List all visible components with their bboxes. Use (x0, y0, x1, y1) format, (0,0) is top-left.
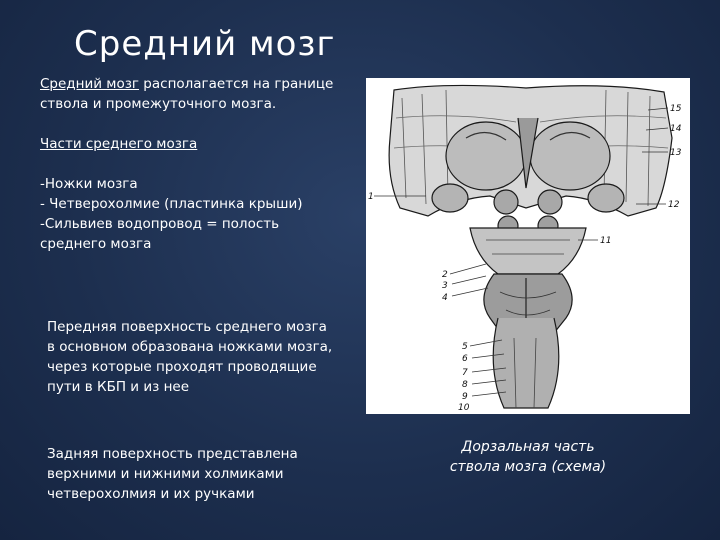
intro-term: Средний мозг (40, 76, 140, 92)
figure-label: 4 (442, 293, 448, 303)
figure-label: 10 (458, 403, 470, 413)
figure-label: 8 (462, 380, 468, 390)
parts-heading: Части среднего мозга (40, 136, 198, 152)
parts-item: - Четверохолмие (пластинка крыши) (40, 196, 303, 212)
parts-item: -Сильвиев водопровод = полость среднего мозга (40, 216, 280, 252)
figure-label: 11 (600, 236, 612, 246)
figure-label: 13 (670, 148, 682, 158)
figure-label: 12 (668, 200, 680, 210)
brainstem-illustration (366, 78, 690, 414)
figure-label: 1 (368, 192, 374, 202)
intro-paragraph (40, 74, 340, 114)
parts-item: -Ножки мозга (40, 176, 138, 192)
figure-caption (418, 437, 638, 477)
intro-and-parts-text (40, 74, 340, 254)
slide-title: Средний мозг (74, 24, 336, 64)
figure-label: 2 (442, 270, 448, 280)
intro-rest: располагается на границе ствола и промежуточного мозга. (40, 76, 334, 112)
brainstem-drawing (366, 78, 690, 414)
caption-line: Дорзальная часть (461, 439, 595, 455)
figure-label: 15 (670, 104, 682, 114)
figure-label: 7 (462, 368, 468, 378)
posterior-surface-text: Задняя поверхность представлена верхними и нижними холмиками четверохолмия и их ручками (47, 446, 298, 502)
caption-line: ствола мозга (схема) (449, 459, 607, 475)
figure-label: 9 (462, 392, 468, 402)
figure-label: 6 (462, 354, 468, 364)
figure-label: 14 (670, 124, 682, 134)
figure-label: 3 (442, 281, 448, 291)
figure-label: 5 (462, 342, 468, 352)
anterior-surface-text: Передняя поверхность среднего мозга в основном образована ножками мозга, через которые проходят проводящие пути в КБП и из нее (47, 319, 333, 395)
